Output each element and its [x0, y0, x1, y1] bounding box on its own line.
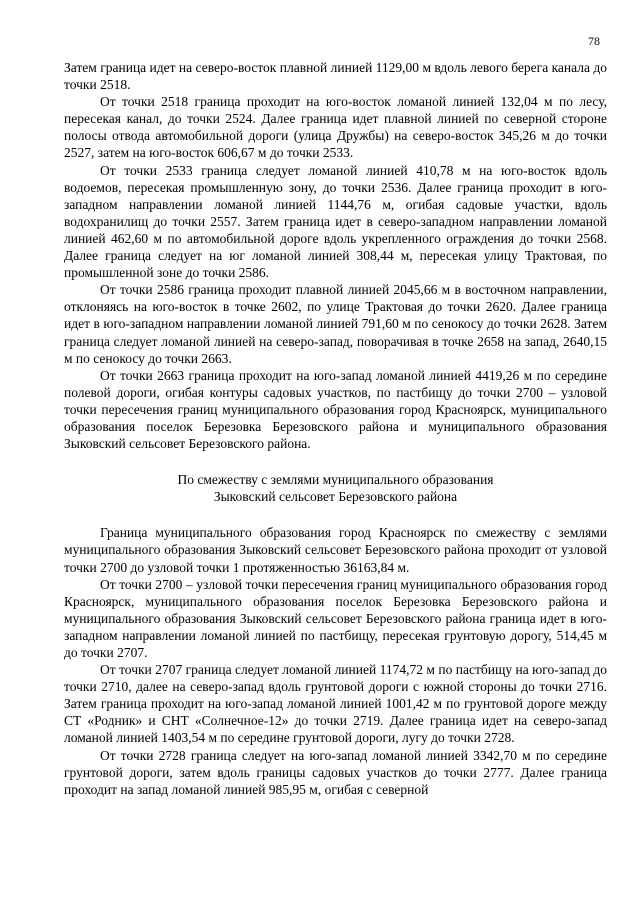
section-heading-line: По смежеству с землями муниципального образования — [177, 472, 494, 488]
paragraph: От точки 2728 граница следует на юго-запад ломаной линией 3342,70 м по середине грунтовой дороги, затем вдоль границы садовых участков до точки 2777. Далее граница проходит на запад ломаной линией 985,95 м, огибая с северной — [64, 747, 607, 797]
paragraph: От точки 2700 – узловой точки пересечения границ муниципального образования город Красноярск, муниципального образования поселок Березовка Березовского района и муниципального образования Зыковский сельсовет Березовского района граница идет в юго-западном направлении ломаной линией по пастбищу, пересекая грунтовую дорогу, 514,45 м до точки 2707. — [64, 576, 607, 660]
paragraph: От точки 2707 граница следует ломаной линией 1174,72 м по пастбищу на юго-запад до точки 2710, далее на северо-запад вдоль грунтовой дороги с южной стороны до точки 2716. Затем граница проходит на юго-запад ломаной линией 1001,42 м по грунтовой дороге между СТ «Родник» и СНТ «Солнечное-12» до точки 2719. Далее граница идет на северо-запад ломаной линией 1403,54 м по середине грунтовой дороги, лугу до точки 2728. — [64, 662, 607, 746]
section-heading — [64, 471, 607, 505]
section-heading-line: Зыковский сельсовет Березовского района — [213, 489, 458, 505]
paragraph: От точки 2663 граница проходит на юго-запад ломаной линией 4419,26 м по середине полевой дороги, огибая контуры садовых участков, по пастбищу до точки 2700 – узловой точки пересечения границ муниципального образования город Красноярск, муниципального образования поселок Березовка Березовского района и муниципального образования Зыковский сельсовет Березовского района. — [64, 367, 607, 452]
paragraph: От точки 2586 граница проходит плавной линией 2045,66 м в восточном направлении, отклоняясь на юго-восток в точке 2602, по улице Трактовая до точки 2620. Далее граница идет в юго-западном направлении ломаной линией 791,60 м по сенокосу до точки 2628. Затем граница следует ломаной линией на северо-запад, поворачивая в точке 2658 на запад, 2640,15 м по сенокосу до точки 2663. — [64, 282, 607, 366]
paragraph: От точки 2533 граница следует ломаной линией 410,78 м на юго-восток вдоль водоемов, пересекая промышленную зону, до точки 2536. Далее граница проходит в юго-западном направлении ломаной линией 1144,76 м, огибая садовые участки, вдоль водохранилищ до точки 2557. Затем граница идет в северо-западном направлении ломаной линией 462,60 м по автомобильной дороге вдоль укрепленного ограждения до точки 2568. Далее граница следует на юг ломаной линией 308,44 м, пересекая улицу Трактовая, по промышленной зоне до точки 2586. — [64, 162, 607, 281]
paragraph: Граница муниципального образования город Красноярск по смежеству с землями муниципального образования Зыковский сельсовет Березовского района проходит от узловой точки 2700 до узловой точки 1 протяженностью 36163,84 м. — [64, 525, 607, 575]
document-body — [64, 59, 607, 798]
paragraph: От точки 2518 граница проходит на юго-восток ломаной линией 132,04 м по лесу, пересекая канал, до точки 2524. Далее граница идет плавной линией по северной стороне полосы отвода автомобильной дороги (улица Дружбы) на северо-восток 345,26 м до точки 2527, затем на юго-восток 606,67 м до точки 2533. — [64, 94, 607, 161]
page-number: 78 — [588, 34, 600, 48]
paragraph: Затем граница идет на северо-восток плавной линией 1129,00 м вдоль левого берега канала до точки 2518. — [64, 60, 607, 93]
